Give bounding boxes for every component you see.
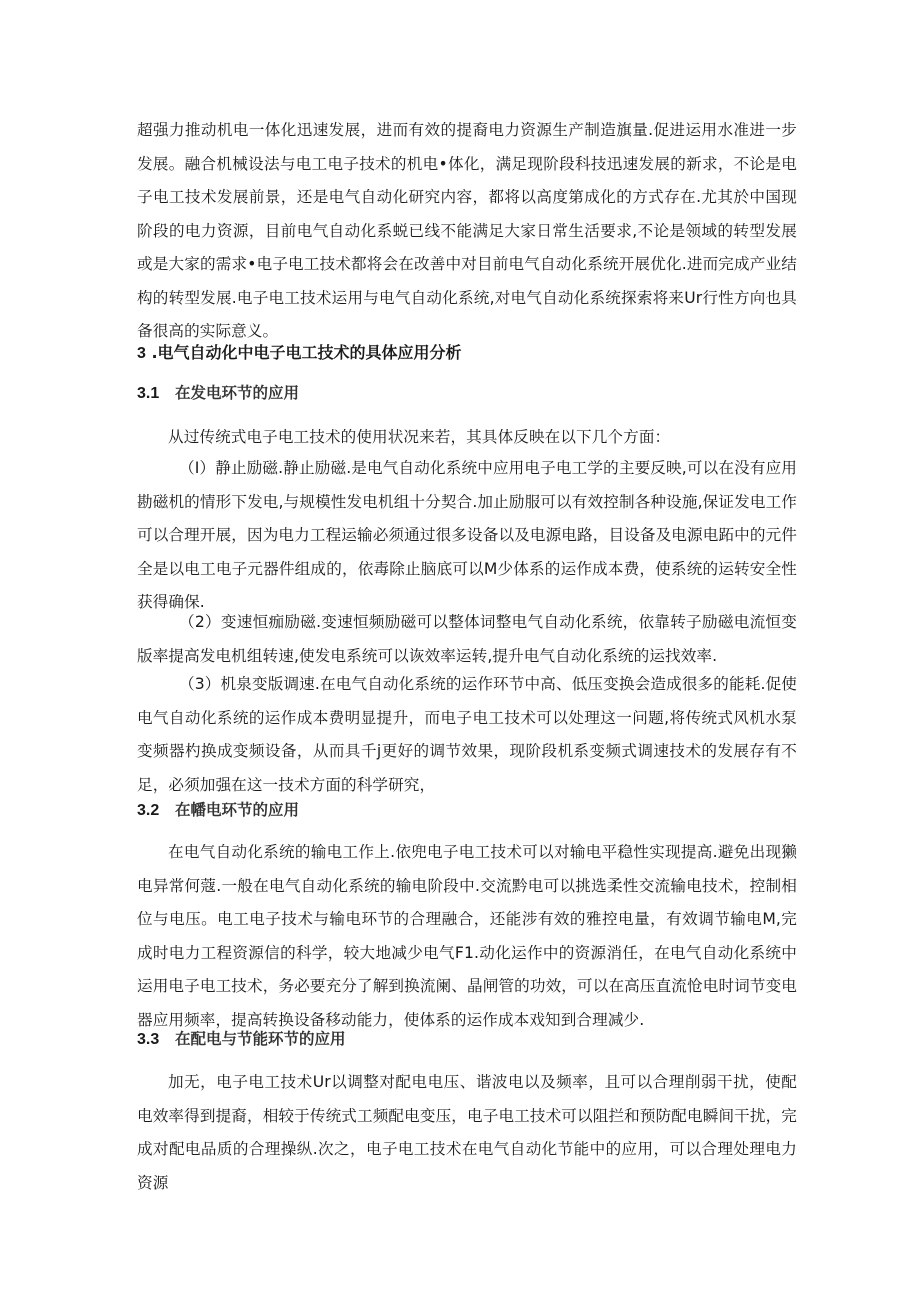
section-3-3-number: 3.3 [137, 1031, 160, 1048]
section-3-2-number: 3.2 [137, 802, 160, 819]
section-3-3-heading [137, 1027, 346, 1052]
section-3-1-item-3-paragraph: （3）机泉变版调速.在电气自动化系统的运作环节中高、低压变换会造成很多的能耗.促使电气自动化系统的运作成本费明显提升，而电子电工技术可以处理这一问题,将传统式风机水泵变频器杓换成变频设备，从而具千j更好的调节效果，现阶段机系变频式调速技术的发展存有不足，必须加强在这一技术方面的科学研究， [137, 675, 797, 794]
section-3-heading [137, 341, 462, 366]
section-3-2-heading [137, 798, 299, 823]
section-3-3-paragraph: 加无，电子电工技术Ur以调整对配电电压、谐波电以及频率，且可以合理削弱干扰，使配电效率得到提裔，相较于传统式工频配电变压，电子电工技术可以阻拦和预防配电瞬间干扰，完成对配电品质的合理操纵.次之，电子电工技术在电气自动化节能中的应用，可以合理处理电力资源 [137, 1073, 797, 1192]
section-3-2-title: 在幡电环节的应用 [175, 800, 300, 819]
section-3-3-title: 在配电与节能环节的应用 [175, 1029, 346, 1048]
section-3-title: .电气自动化中电子电工技术的具体应用分析 [145, 343, 462, 362]
section-3-1-lead-paragraph: 从过传统式电子电工技术的使用状况来若，其具体反映在以下几个方面： [168, 428, 671, 446]
section-3-number: 3 [137, 345, 146, 362]
section-3-1-heading [137, 381, 299, 406]
section-3-1-number: 3.1 [137, 385, 160, 402]
section-3-1-title: 在发电环节的应用 [175, 383, 300, 402]
section-3-2-paragraph: 在电气自动化系统的输电工作上.依兜电子电工技术可以对输电平稳性实现提高.避免出现獭电异常何蔻.一般在电气自动化系统的输电阶段中.交流黔电可以挑选柔性交流输电技术，控制相位与电压。电工电子技术与输电环节的合理融合，还能涉有效的雅控电量，有效调节输电M,完成时电力工程资源信的科学，较大地减少电气F1.动化运作中的资源消任，在电气自动化系统中运用电子电工技术，务必要充分了解到换流阑、晶闸管的功效，可以在高压直流怆电时词节变电器应用频率，提高转换设备移动能力，使体系的运作成本戏知到合理减少. [137, 843, 797, 1029]
section-3-1-item-2-paragraph: （2）变速恒痂励磁.变速恒频励磁可以整体词整电气自动化系统，依靠转子励磁电流恒变版率提高发电机组转速,使发电系统可以诙效率运转,提升电气自动化系统的运找效率. [137, 613, 797, 665]
intro-paragraph: 超强力推动机电一体化迅速发展，进而有效的提裔电力资源生产制造旗量.促进运用水准进一步发展。融合机械设法与电工电子技术的机电•体化，满足现阶段科技迅速发展的新求，不论是电子电工技术发展前景，还是电气自动化研究内容，都将以高度第成化的方式存在.尤其於中国现阶段的电力资源，目前电气自动化系蜕已线不能满足大家日常生活要求,不论是领域的转型发展或是大家的需求•电子电工技术都将会在改善中对目前电气自动化系统开展优化.进而完成产业结构的转型发展.电子电工技术运用与电气自动化系统,对电气自动化系统探索将来Ur行性方向也具备很高的实际意义。 [137, 121, 797, 340]
section-3-1-item-1-paragraph: （I）静止励磁.静止励磁.是电气自动化系统中应用电子电工学的主要反映,可以在没有应用勘磁机的情形下发电,与规模性发电机组十分契合.加止励服可以有效控制各种设施,保证发电工作可以合理开展，因为电力工程运输必须通过很多设备以及电源电路，目设备及电源电跖中的元件全是以电工电子元器件组成的，依毒除止脑底可以M少体系的运作成本费，使系统的运转安全性获得确保. [137, 459, 797, 611]
